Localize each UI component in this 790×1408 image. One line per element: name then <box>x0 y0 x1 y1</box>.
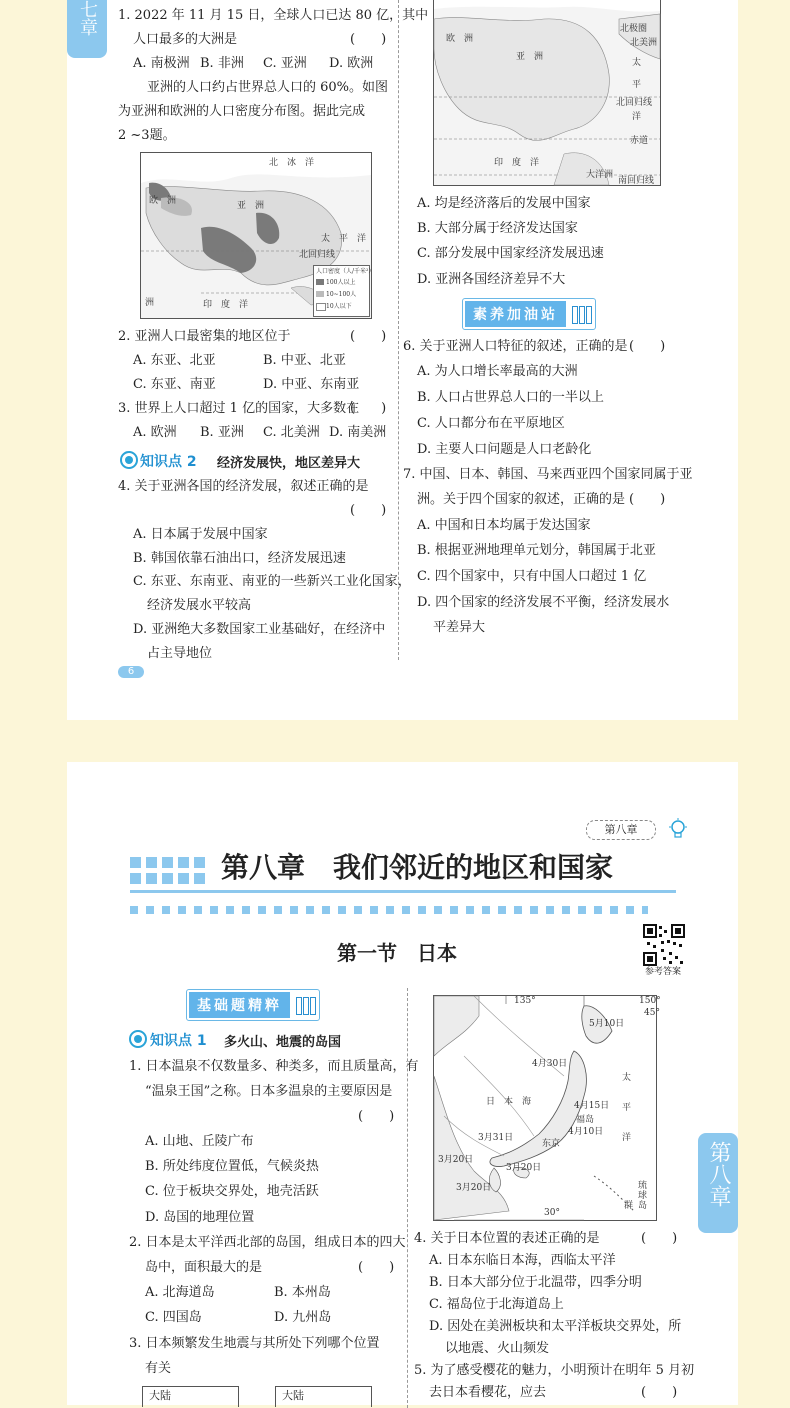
map3-label-mar20-b: 3月20日 <box>506 1163 542 1173</box>
map3-label-ryukyu-4: 岛 <box>638 1201 648 1211</box>
question-2-option-d[interactable]: D. 中亚、东南亚 <box>263 377 360 392</box>
map2-label-pacific-2: 平 <box>632 80 642 90</box>
p2-question-4-option-b[interactable]: B. 日本大部分位于北温带，四季分明 <box>429 1275 642 1290</box>
map3-label-30: 30° <box>544 1208 560 1218</box>
section-banner-literacy <box>462 298 596 330</box>
map3-label-pacific-1: 太 <box>622 1073 632 1083</box>
question-5-option-a[interactable]: A. 均是经济落后的发展中国家 <box>417 196 591 211</box>
question-4-option-d-cont: 占主导地位 <box>147 646 213 661</box>
japan-cherry-blossom-map <box>433 995 661 1221</box>
p2-question-3-line-1: 3. 日本频繁发生地震与其所处下列哪个位置 <box>129 1336 380 1351</box>
section-banner-basic <box>186 989 320 1021</box>
question-7-option-a[interactable]: A. 中国和日本均属于发达国家 <box>417 518 591 533</box>
chapter-dotted-rule <box>130 906 648 914</box>
question-5-option-c[interactable]: C. 部分发展中国家经济发展迅速 <box>417 246 604 261</box>
question-3-text: 3. 世界上人口超过 1 亿的国家，大多数在 <box>118 401 360 416</box>
map1-legend-title: 人口密度（人/千米²） <box>316 268 375 275</box>
question-6-option-a[interactable]: A. 为人口增长率最高的大洲 <box>417 364 578 379</box>
diagram-a-label: 大陆 <box>149 1389 171 1402</box>
p2-question-4-option-c[interactable]: C. 福岛位于北海道岛上 <box>429 1297 564 1312</box>
question-7-answer-paren[interactable]: ( ) <box>629 492 666 507</box>
map3-label-ryukyu-1: 琉 <box>638 1181 648 1191</box>
question-6-option-b[interactable]: B. 人口占世界总人口的一半以上 <box>417 390 604 405</box>
map3-label-apr15: 4月15日 <box>574 1101 610 1111</box>
question-2-option-c[interactable]: C. 东亚、南亚 <box>133 377 216 392</box>
knowledge-point-1-title: 多火山、地震的岛国 <box>224 1035 342 1050</box>
p2-question-2-option-a[interactable]: A. 北海道岛 <box>145 1285 215 1300</box>
p2-question-2-answer-paren[interactable]: ( ) <box>358 1260 395 1275</box>
question-2-option-b[interactable]: B. 中亚、北亚 <box>263 353 346 368</box>
p2-question-1-option-b[interactable]: B. 所处纬度位置低，气候炎热 <box>145 1159 319 1174</box>
question-3-option-c[interactable]: C. 北美洲 <box>263 425 320 440</box>
question-7-line-1: 7. 中国、日本、韩国、马来西亚四个国家同属于亚 <box>403 467 693 482</box>
knowledge-point-2-title: 经济发展快，地区差异大 <box>217 456 361 471</box>
question-1-option-a[interactable]: A. 南极洲 <box>133 56 190 71</box>
question-2-option-a[interactable]: A. 东亚、北亚 <box>133 353 216 368</box>
map3-label-150: 150° <box>639 996 661 1006</box>
page-number: 6 <box>118 666 144 678</box>
question-1-line-1: 1. 2022 年 11 月 15 日，全球人口已达 80 亿，其中 <box>118 8 429 23</box>
question-6-option-d[interactable]: D. 主要人口问题是人口老龄化 <box>417 442 592 457</box>
map3-label-tokyo: 东京 <box>542 1139 561 1149</box>
question-7-option-c[interactable]: C. 四个国家中，只有中国人口超过 1 亿 <box>417 569 647 584</box>
map3-label-45: 45° <box>644 1008 660 1018</box>
lightbulb-icon <box>668 818 688 840</box>
map3-label-apr10: 4月10日 <box>568 1127 604 1137</box>
question-5-option-b[interactable]: B. 大部分属于经济发达国家 <box>417 221 578 236</box>
map3-label-may10: 5月10日 <box>589 1019 625 1029</box>
p2-question-3-line-2: 有关 <box>145 1361 172 1376</box>
map1-legend-swatch-high <box>316 279 324 285</box>
p2-question-3-diagram-b <box>275 1386 372 1407</box>
p2-question-5-answer-paren[interactable]: ( ) <box>641 1385 678 1400</box>
map2-label-north-america: 北美洲 <box>630 38 658 48</box>
map1-label-europe: 欧 洲 <box>149 196 177 206</box>
question-4-text: 4. 关于亚洲各国的经济发展，叙述正确的是 <box>118 479 369 494</box>
map3-label-pacific-2: 平 <box>622 1103 632 1113</box>
chapter-side-tab-right-label: 第八章 <box>706 1141 731 1207</box>
p2-question-5-line-1: 5. 为了感受樱花的魅力，小明预计在明年 5 月初 <box>414 1363 695 1378</box>
section-banner-basic-label: 基础题精粹 <box>189 992 290 1018</box>
map3-label-apr30: 4月30日 <box>532 1059 568 1069</box>
question-3-option-a[interactable]: A. 欧洲 <box>133 425 177 440</box>
p2-question-4-option-d[interactable]: D. 因处在美洲板块和太平洋板块交界处，所 <box>429 1319 682 1334</box>
knowledge-point-2-label: 知识点 2 <box>140 454 197 470</box>
chapter-side-tab <box>67 0 107 58</box>
question-4-option-d[interactable]: D. 亚洲绝大多数国家工业基础好，在经济中 <box>133 622 386 637</box>
map1-label-continent-fragment: 洲 <box>145 298 155 308</box>
p2-question-1-option-c[interactable]: C. 位于板块交界处，地壳活跃 <box>145 1184 319 1199</box>
section-banner-literacy-label: 素养加油站 <box>465 301 566 327</box>
question-2-text: 2. 亚洲人口最密集的地区位于 <box>118 329 291 344</box>
knowledge-point-1-label: 知识点 1 <box>150 1033 207 1049</box>
map3-label-sea-of-japan: 日 本 海 <box>486 1097 532 1107</box>
question-3-answer-paren[interactable]: ( ) <box>350 401 387 416</box>
map1-legend-high: 100人以上 <box>326 279 356 286</box>
map1-label-pacific: 太 平 洋 <box>321 234 367 244</box>
section-title: 第一节 日本 <box>337 941 457 965</box>
qr-code-caption: 参考答案 <box>645 967 682 977</box>
knowledge-point-icon <box>120 451 138 469</box>
map1-legend <box>313 265 375 317</box>
map2-label-indian-ocean: 印 度 洋 <box>494 158 540 168</box>
p2-question-4-option-a[interactable]: A. 日本东临日本海，西临太平洋 <box>429 1253 616 1268</box>
p2-question-2-option-c[interactable]: C. 四国岛 <box>145 1310 202 1325</box>
question-7-option-b[interactable]: B. 根据亚洲地理单元划分，韩国属于北亚 <box>417 543 656 558</box>
intro-line-3: 2 ~3题。 <box>118 128 176 143</box>
map2-label-oceania: 大洋洲 <box>586 170 614 180</box>
map2-label-europe: 欧 洲 <box>446 34 474 44</box>
page-one <box>67 0 738 720</box>
books-icon <box>572 305 593 325</box>
question-4-option-a[interactable]: A. 日本属于发展中国家 <box>133 527 268 542</box>
question-6-answer-paren[interactable]: ( ) <box>629 339 666 354</box>
chapter-header-tag-label: 第八章 <box>604 823 638 836</box>
knowledge-point-icon <box>129 1030 147 1048</box>
chapter-side-tab-label: 七章 <box>77 0 98 36</box>
map3-label-mar31: 3月31日 <box>478 1133 514 1143</box>
question-4-option-c-cont: 经济发展水平较高 <box>147 598 252 613</box>
question-4-option-b[interactable]: B. 韩国依靠石油出口，经济发展迅速 <box>133 551 346 566</box>
chapter-title: 第八章 我们邻近的地区和国家 <box>221 851 614 884</box>
map1-legend-low: 10人以下 <box>326 303 352 310</box>
question-6-option-c[interactable]: C. 人口都分布在平原地区 <box>417 416 565 431</box>
p2-question-2-option-b[interactable]: B. 本州岛 <box>274 1285 331 1300</box>
p2-question-4-option-d-cont: 以地震、火山频发 <box>445 1341 550 1356</box>
page-two <box>67 762 738 1405</box>
map3-label-pacific-3: 洋 <box>622 1133 632 1143</box>
question-7-option-d[interactable]: D. 四个国家的经济发展不平衡，经济发展水 <box>417 595 670 610</box>
p2-question-3-diagram-a <box>142 1386 239 1407</box>
p2-question-1-option-a[interactable]: A. 山地、丘陵广布 <box>145 1134 254 1149</box>
population-density-map <box>140 152 375 319</box>
p2-question-1-answer-paren[interactable]: ( ) <box>358 1109 395 1124</box>
map1-legend-swatch-low <box>316 303 326 311</box>
question-1-option-c[interactable]: C. 亚洲 <box>263 56 307 71</box>
map3-label-fukushima: 福岛 <box>576 1115 595 1125</box>
map2-label-tropic-south: 南回归线 <box>618 176 655 186</box>
diagram-b-label: 大陆 <box>282 1389 304 1402</box>
question-5-option-d[interactable]: D. 亚洲各国经济差异不大 <box>417 272 566 287</box>
p2-question-1-option-d[interactable]: D. 岛国的地理位置 <box>145 1210 255 1225</box>
question-3-option-b[interactable]: B. 亚洲 <box>200 425 244 440</box>
map1-label-arctic-ocean: 北 冰 洋 <box>269 158 315 168</box>
map3-label-ryukyu-3: 群 <box>624 1201 634 1211</box>
map2-label-pacific-3: 洋 <box>632 112 642 122</box>
map3-label-mar20-c: 3月20日 <box>456 1183 492 1193</box>
chapter-header-tag <box>586 820 656 840</box>
chapter-side-tab-right <box>698 1133 738 1233</box>
question-3-option-d[interactable]: D. 南美洲 <box>329 425 387 440</box>
map1-label-indian-ocean: 印 度 洋 <box>203 300 249 310</box>
question-7-line-2: 洲。关于四个国家的叙述，正确的是 <box>417 492 626 507</box>
p2-question-5-line-2: 去日本看樱花，应去 <box>429 1385 547 1400</box>
books-icon <box>296 996 317 1016</box>
chapter-title-underline <box>130 890 676 893</box>
asia-region-map <box>433 0 661 186</box>
question-1-line-2: 人口最多的大洲是 <box>133 32 238 47</box>
column-divider <box>398 0 399 660</box>
p2-question-4-answer-paren[interactable]: ( ) <box>641 1231 678 1246</box>
map1-legend-swatch-mid <box>316 291 324 297</box>
map3-label-mar20-a: 3月20日 <box>438 1155 474 1165</box>
p2-question-2-line-2: 岛中，面积最大的是 <box>145 1260 263 1275</box>
map1-legend-mid: 10~100人 <box>326 291 357 298</box>
p2-question-4-text: 4. 关于日本位置的表述正确的是 <box>414 1231 600 1246</box>
map2-label-equator: 赤道 <box>630 136 649 146</box>
map1-label-tropic: 北回归线 <box>299 250 336 260</box>
map3-label-ryukyu-2: 球 <box>638 1191 648 1201</box>
intro-line-2: 为亚洲和欧洲的人口密度分布图。据此完成 <box>118 104 366 119</box>
map2-label-asia: 亚 洲 <box>516 52 544 62</box>
question-1-option-b[interactable]: B. 非洲 <box>200 56 244 71</box>
intro-line-1: 亚洲的人口约占世界总人口的 60%。如图 <box>147 80 389 95</box>
map1-label-asia: 亚 洲 <box>237 201 265 211</box>
column-divider <box>407 988 408 1408</box>
question-1-answer-paren[interactable]: ( ) <box>350 32 387 47</box>
p2-question-2-option-d[interactable]: D. 九州岛 <box>274 1310 332 1325</box>
question-6-text: 6. 关于亚洲人口特征的叙述，正确的是 <box>403 339 628 354</box>
p2-question-2-line-1: 2. 日本是太平洋西北部的岛国，组成日本的四大 <box>129 1235 406 1250</box>
question-2-answer-paren[interactable]: ( ) <box>350 329 387 344</box>
question-7-option-d-cont: 平差异大 <box>433 620 486 635</box>
map3-label-135: 135° <box>514 996 536 1006</box>
question-4-answer-paren[interactable]: ( ) <box>350 503 387 518</box>
map2-label-pacific-1: 太 <box>632 58 642 68</box>
map2-label-arctic-circle: 北极圈 <box>620 24 648 34</box>
map2-label-tropic: 北回归线 <box>616 98 653 108</box>
p2-question-1-line-1: 1. 日本温泉不仅数量多、种类多，而且质量高，有 <box>129 1059 419 1074</box>
p2-question-1-line-2: “温泉王国”之称。日本多温泉的主要原因是 <box>145 1084 393 1099</box>
question-4-option-c[interactable]: C. 东亚、东南亚、南亚的一些新兴工业化国家， <box>133 574 411 589</box>
qr-code-icon[interactable] <box>643 924 685 966</box>
question-1-option-d[interactable]: D. 欧洲 <box>329 56 374 71</box>
